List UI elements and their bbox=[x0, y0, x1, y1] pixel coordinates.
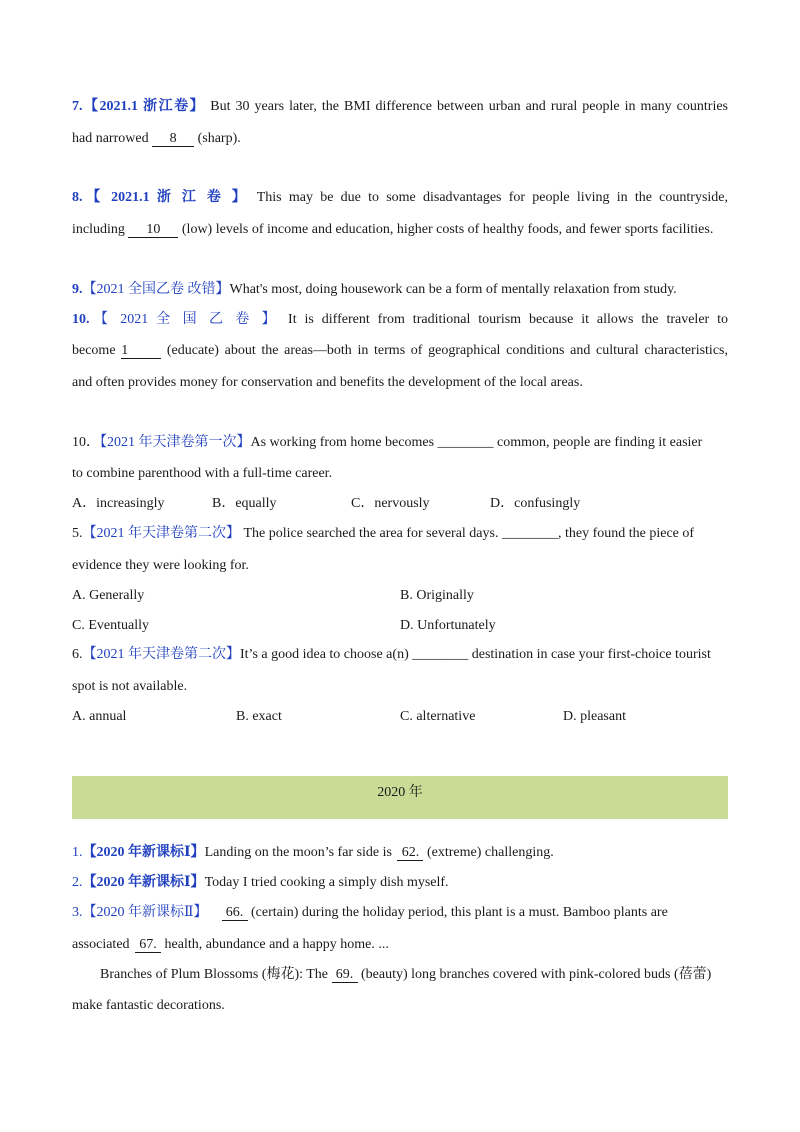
question-text: (educate) about the areas—both in terms of geographical conditions and cultural characteristics, bbox=[161, 343, 728, 358]
question-text: (certain) during the holiday period, this plant is a must. Bamboo plants are bbox=[247, 905, 668, 920]
question-text: Landing on the moon’s far side is bbox=[204, 845, 396, 860]
mc-question-6-line-1 bbox=[72, 646, 728, 664]
source-tag: 【2020 年新课标Ⅰ】 bbox=[82, 845, 205, 860]
question-number: 8. bbox=[72, 190, 83, 205]
question-text: It’s a good idea to choose a(n) bbox=[240, 647, 413, 662]
question-8-line-2 bbox=[72, 221, 728, 239]
source-tag: 【2020 年新课标Ⅱ】 bbox=[82, 905, 208, 920]
question-number: 7. bbox=[72, 99, 83, 114]
question-text: health, abundance and a happy home. ... bbox=[161, 937, 389, 952]
question-number: 6. bbox=[72, 647, 83, 662]
question-text: But 30 years later, the BMI difference between urban and rural people in many countries bbox=[205, 99, 728, 114]
option-d: D. pleasant bbox=[563, 709, 626, 724]
question-number: 10. bbox=[72, 312, 90, 327]
option-d: D. Unfortunately bbox=[400, 618, 496, 633]
question-2020-2 bbox=[72, 874, 728, 892]
question-10-line-2 bbox=[72, 342, 728, 360]
question-10-line-1 bbox=[72, 311, 728, 329]
option-c: C. alternative bbox=[400, 709, 476, 724]
question-number: 3. bbox=[72, 905, 83, 920]
option-d: D．confusingly bbox=[490, 496, 581, 511]
source-tag: 【2021 年天津卷第二次】 bbox=[82, 647, 240, 662]
mc-question-10-line-2: to combine parenthood with a full-time career. bbox=[72, 466, 333, 481]
source-tag: 【 2021 全 国 乙 卷 】 bbox=[89, 312, 281, 327]
question-text: What's most, doing housework can be a form of mentally relaxation from study. bbox=[229, 282, 677, 297]
question-text: including bbox=[72, 222, 129, 237]
answer-blank: 8 bbox=[152, 131, 194, 147]
question-text: Today I tried cooking a simply dish myself. bbox=[204, 875, 449, 890]
question-text: (beauty) long branches covered with pink-colored buds (蓓蕾) bbox=[357, 967, 712, 982]
question-number: 10． bbox=[72, 435, 100, 450]
answer-blank: 69. bbox=[332, 967, 358, 983]
question-text: destination in case your first-choice tourist bbox=[468, 647, 711, 662]
answer-blank: 62. bbox=[397, 845, 423, 861]
source-tag: 【2021 全国乙卷 改错】 bbox=[82, 282, 230, 297]
question-2020-1 bbox=[72, 844, 728, 862]
question-text: become bbox=[72, 343, 122, 358]
answer-blank: 1 bbox=[121, 343, 161, 359]
question-text: (sharp). bbox=[194, 131, 241, 146]
question-text: associated bbox=[72, 937, 134, 952]
source-tag: 【2021 年天津卷第一次】 bbox=[100, 435, 251, 450]
question-9 bbox=[72, 281, 728, 299]
source-tag: 【2020 年新课标Ⅰ】 bbox=[82, 875, 205, 890]
question-text: It is different from traditional tourism because it allows the traveler to bbox=[280, 312, 729, 327]
option-a: A．increasingly bbox=[72, 496, 165, 511]
paragraph-plum-blossoms-line-1 bbox=[100, 966, 728, 984]
mc-question-5-line-1 bbox=[72, 525, 728, 543]
answer-blank: ________ bbox=[412, 647, 469, 662]
option-a: A. annual bbox=[72, 709, 127, 724]
answer-blank: ________ bbox=[437, 435, 494, 450]
question-text: (low) levels of income and education, higher costs of healthy foods, and fewer sports facilities. bbox=[178, 222, 714, 237]
question-text: Branches of Plum Blossoms (梅花): The bbox=[100, 967, 332, 982]
source-tag: 【2021 年天津卷第二次】 bbox=[82, 526, 240, 541]
question-number: 9. bbox=[72, 282, 83, 297]
question-7-line-1 bbox=[72, 98, 728, 116]
question-number: 2. bbox=[72, 875, 83, 890]
mc-question-5-line-2: evidence they were looking for. bbox=[72, 558, 249, 573]
section-header-2020 bbox=[72, 776, 728, 819]
option-b: B. exact bbox=[236, 709, 282, 724]
option-b: B．equally bbox=[212, 496, 277, 511]
answer-blank: 67. bbox=[135, 937, 161, 953]
question-2020-3-line-1 bbox=[72, 904, 728, 922]
question-text: (extreme) challenging. bbox=[423, 845, 554, 860]
question-text: This may be due to some disadvantages for people living in the countryside, bbox=[249, 190, 729, 205]
question-8-line-1 bbox=[72, 189, 728, 207]
option-c: C. Eventually bbox=[72, 618, 149, 633]
question-text: The police searched the area for several days. bbox=[240, 526, 502, 541]
mc-question-10-line-1 bbox=[72, 434, 728, 452]
question-number: 5. bbox=[72, 526, 83, 541]
question-text: , they found the piece of bbox=[557, 526, 695, 541]
option-a: A. Generally bbox=[72, 588, 145, 603]
question-text: common, people are finding it easier bbox=[493, 435, 703, 450]
question-10-line-3: and often provides money for conservation and benefits the development of the local areas. bbox=[72, 375, 583, 390]
answer-blank: 66. bbox=[222, 905, 248, 921]
question-text: had narrowed bbox=[72, 131, 153, 146]
question-7-line-2 bbox=[72, 130, 728, 148]
source-tag: 【2021.1 浙江卷】 bbox=[82, 99, 206, 114]
question-number: 1. bbox=[72, 845, 83, 860]
answer-blank: 10 bbox=[128, 222, 178, 238]
mc-question-6-line-2: spot is not available. bbox=[72, 679, 188, 694]
answer-blank: ________ bbox=[501, 526, 558, 541]
option-b: B. Originally bbox=[400, 588, 474, 603]
option-c: C．nervously bbox=[351, 496, 430, 511]
paragraph-plum-blossoms-line-2: make fantastic decorations. bbox=[72, 998, 225, 1013]
question-text: As working from home becomes bbox=[250, 435, 438, 450]
section-title: 2020 年 bbox=[377, 785, 423, 800]
question-2020-3-line-2 bbox=[72, 936, 728, 954]
source-tag: 【 2021.1 浙 江 卷 】 bbox=[82, 190, 250, 205]
